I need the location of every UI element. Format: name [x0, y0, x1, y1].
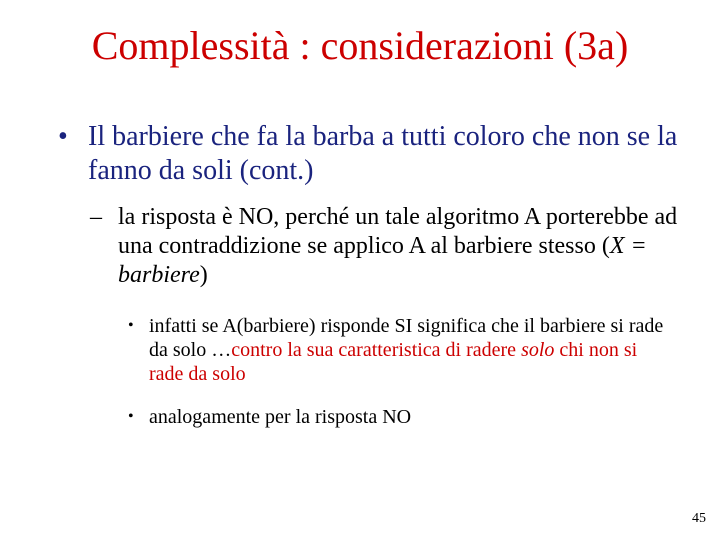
bullet-point-1-text: Il barbiere che fa la barba a tutti coloro che non se la fanno da soli (cont.) — [88, 121, 678, 186]
detail-bullet-infatti-text — [128, 314, 668, 386]
sub-bullet-answer — [90, 203, 680, 290]
dash-marker: – — [90, 204, 102, 230]
bullet-marker: • — [58, 121, 68, 152]
detail-bullet-analogamente — [128, 405, 668, 429]
detail-red-italic: solo — [521, 339, 555, 361]
detail-red-text-end: chi non si rade da solo — [149, 339, 638, 385]
answer-closing-paren: ) — [199, 262, 208, 288]
detail-red-text: contro la sua caratteristica di radere — [231, 339, 522, 361]
detail-bullet-infatti — [128, 314, 668, 386]
answer-italic-formula: X = barbiere — [118, 233, 647, 288]
bullet-point-1 — [58, 120, 678, 188]
sub-bullet-answer-text — [90, 203, 680, 290]
bullet-marker: • — [128, 317, 134, 334]
page-number: 45 — [692, 511, 706, 526]
answer-text: la risposta è NO, perché un tale algoritmo A porterebbe ad una contraddizione se applico A al barbiere stesso ( — [118, 204, 678, 259]
bullet-marker: • — [128, 408, 134, 425]
detail-black-text: infatti se A(barbiere) risponde SI significa che il barbiere si rade da solo … — [149, 315, 664, 361]
detail-bullet-analogamente-text: analogamente per la risposta NO — [149, 406, 412, 428]
slide-title: Complessità : considerazioni (3a) — [91, 23, 629, 68]
